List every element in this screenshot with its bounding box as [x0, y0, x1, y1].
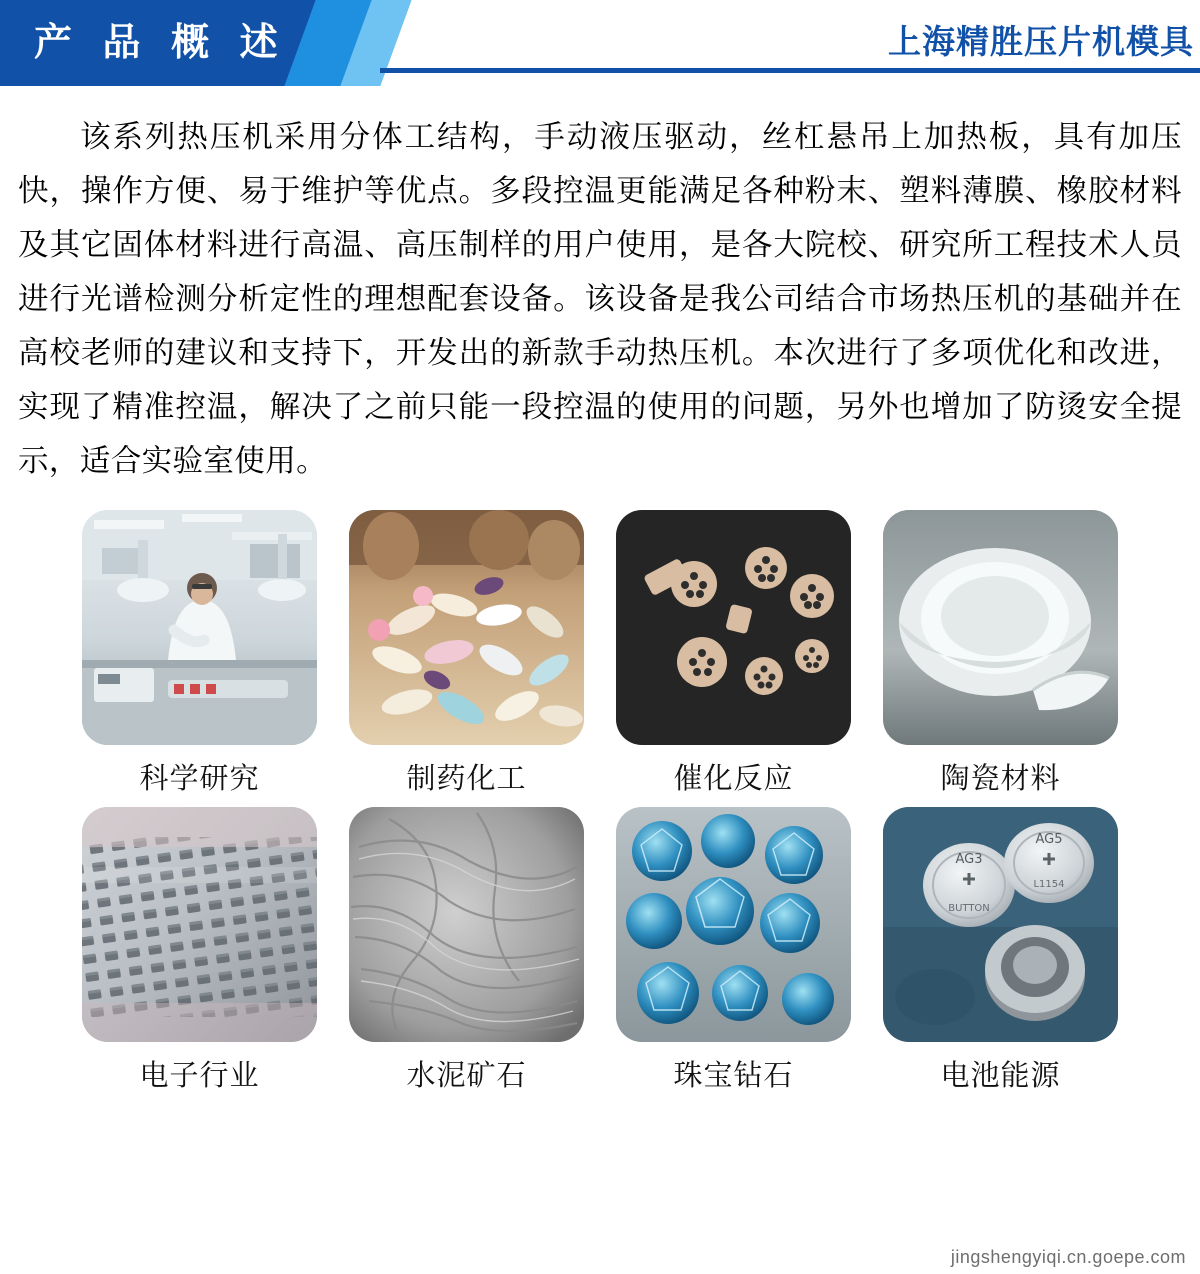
application-item [349, 807, 584, 1096]
svg-text:L1154: L1154 [1033, 879, 1065, 890]
application-label: 科学研究 [139, 763, 260, 795]
page-header [0, 0, 1200, 86]
cement-ore-texture-photo [349, 807, 584, 1042]
laboratory-researcher-photo [82, 510, 317, 745]
pills-tablets-photo [349, 510, 584, 745]
application-label: 珠宝钻石 [673, 1060, 794, 1092]
application-label: 水泥矿石 [406, 1060, 527, 1092]
blue-gemstones-photo [616, 807, 851, 1042]
ceramic-dishes-photo [883, 510, 1118, 745]
application-grid [0, 510, 1200, 1096]
application-item [616, 510, 851, 799]
application-label: 催化反应 [673, 763, 794, 795]
application-item [883, 807, 1118, 1096]
catalyst-pellets-photo [616, 510, 851, 745]
application-label: 电池能源 [940, 1060, 1061, 1092]
electronic-wafer-photo [82, 807, 317, 1042]
button-cell-batteries-photo [883, 807, 1118, 1042]
application-label: 制药化工 [406, 763, 527, 795]
brand-title: 上海精胜压片机模具 [888, 23, 1194, 60]
product-overview-paragraph: 该系列热压机采用分体工结构，手动液压驱动，丝杠悬吊上加热板，具有加压快，操作方便、易于维护等优点。多段控温更能满足各种粉末、塑料薄膜、橡胶材料及其它固体材料进行高温、高压制样的用户使用，是各大院校、研究所工程技术人员进行光谱检测分析定性的理想配套设备。该设备是我公司结合市场热压机的基础并在高校老师的建议和支持下，开发出的新款手动热压机。本次进行了多项优化和改进，实现了精准控温，解决了之前只能一段控温的使用的问题，另外也增加了防烫安全提示，适合实验室使用。 [18, 120, 1182, 478]
svg-text:BUTTON: BUTTON [948, 903, 990, 914]
application-label: 电子行业 [139, 1060, 260, 1092]
section-title: 产 品 概 述 [34, 22, 288, 64]
application-item [883, 510, 1118, 799]
header-underline-rule [380, 68, 1200, 73]
application-item [82, 510, 317, 799]
svg-text:AG5: AG5 [1035, 832, 1063, 847]
application-label: 陶瓷材料 [940, 763, 1061, 795]
site-watermark: jingshengyiqi.cn.goepe.com [950, 1247, 1186, 1267]
application-item [616, 807, 851, 1096]
application-item [82, 807, 317, 1096]
application-item [349, 510, 584, 799]
svg-text:AG3: AG3 [955, 852, 983, 867]
